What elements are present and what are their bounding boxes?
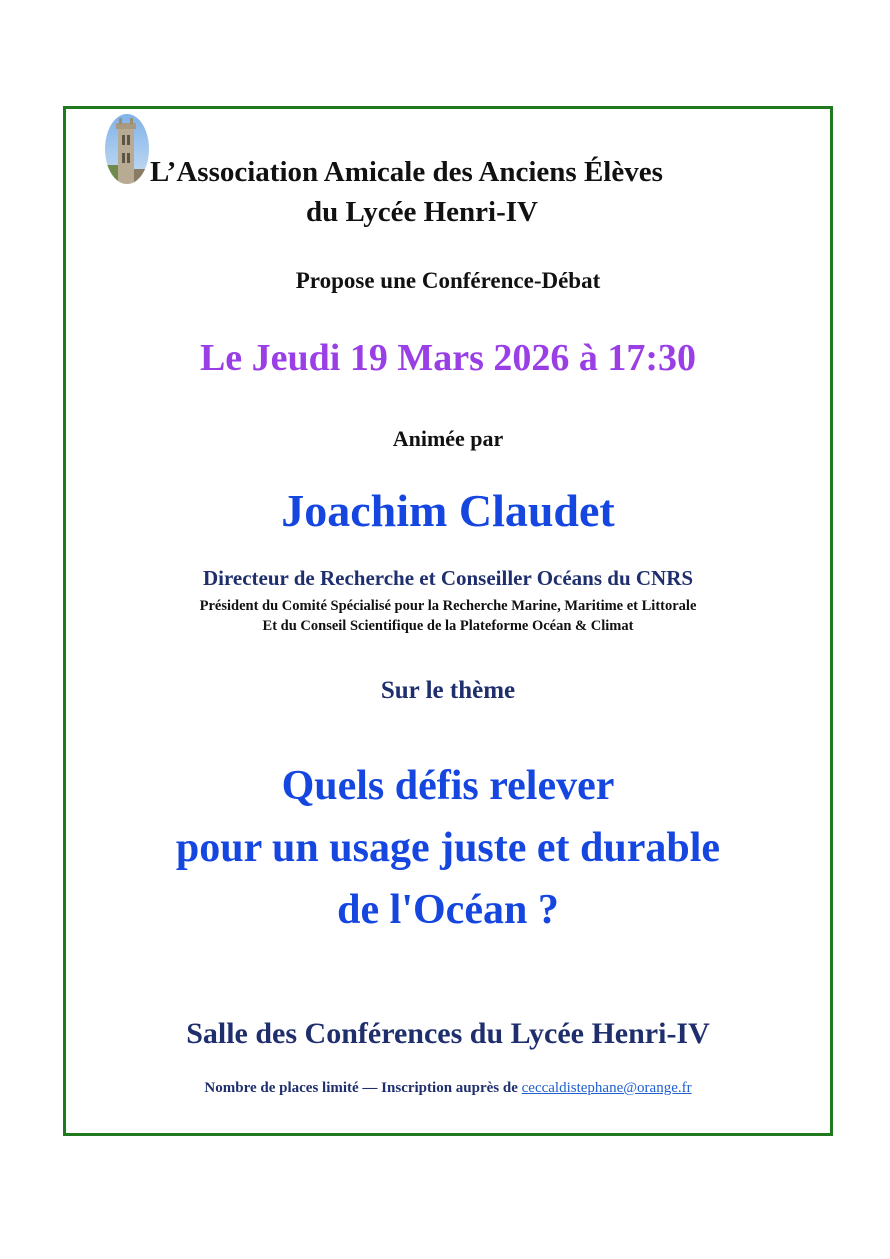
- registration-info: [63, 1080, 833, 1097]
- speaker-name: Joachim Claudet: [281, 485, 615, 536]
- theme-title: [63, 755, 833, 941]
- registration-email-link[interactable]: ceccaldistephane@orange.fr: [521, 1080, 692, 1096]
- event-date: Le Jeudi 19 Mars 2026 à 17:30: [199, 337, 697, 379]
- venue-name: Salle des Conférences du Lycée Henri-IV: [186, 1017, 710, 1050]
- theme-title-line2: pour un usage juste et durable: [175, 825, 721, 871]
- speaker-presidency-line1: Président du Comité Spécialisé pour la Recherche Marine, Maritime et Littorale: [199, 598, 697, 614]
- registration-text: Nombre de places limité — Inscription auprès de: [204, 1080, 522, 1096]
- speaker-role: Directeur de Recherche et Conseiller Océans du CNRS: [202, 566, 694, 590]
- hosted-by-label: Animée par: [392, 426, 504, 451]
- theme-title-line3: de l'Océan ?: [337, 887, 559, 933]
- lycee-tower-logo-icon: [104, 113, 150, 185]
- association-name-line2: du Lycée Henri-IV: [306, 196, 538, 228]
- event-type: Propose une Conférence-Débat: [295, 268, 601, 293]
- theme-label: Sur le thème: [380, 677, 516, 704]
- speaker-presidency-line2: Et du Conseil Scientifique de la Plateforme Océan & Climat: [262, 618, 634, 634]
- association-name-line1: L’Association Amicale des Anciens Élèves: [150, 156, 663, 188]
- theme-title-line1: Quels défis relever: [281, 763, 615, 809]
